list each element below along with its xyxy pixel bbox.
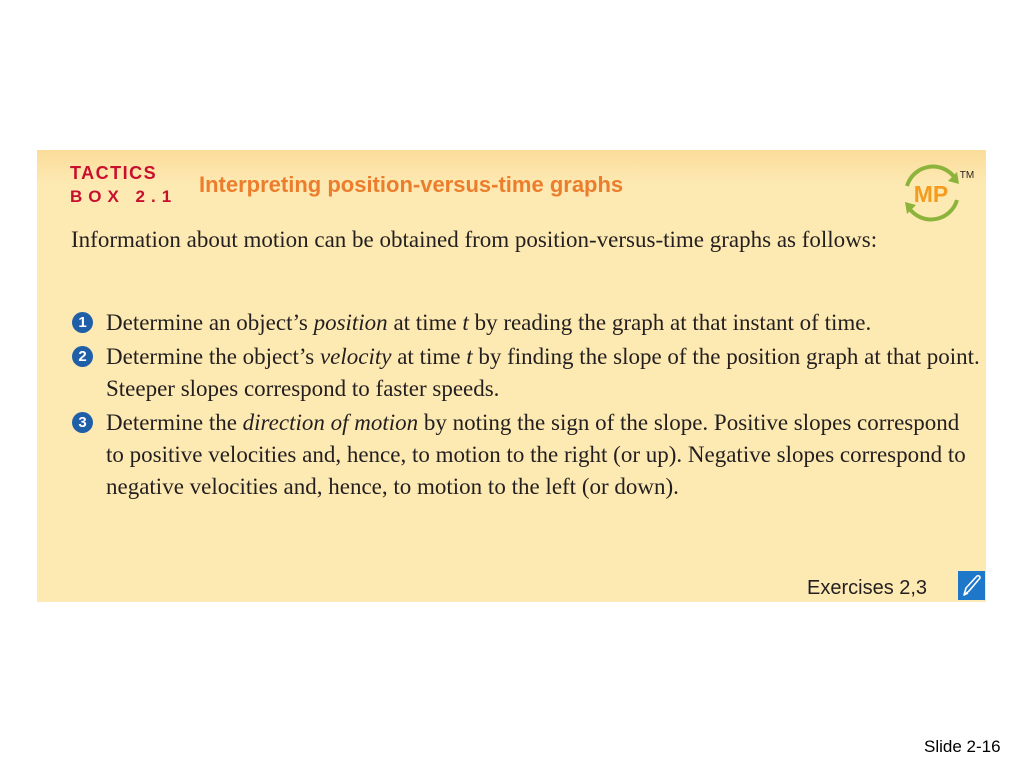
step-number-badge: 3 — [72, 412, 93, 433]
mp-icon-trademark: TM — [959, 170, 975, 181]
step-1 — [71, 307, 981, 339]
step-3 — [71, 407, 981, 503]
step-text: by reading the graph at that instant of time. — [468, 310, 872, 335]
exercises-link[interactable]: Exercises 2,3 — [807, 577, 928, 599]
tactics-box — [37, 150, 986, 602]
tactics-box-title: Interpreting position-versus-time graphs — [199, 172, 624, 197]
step-number-badge: 1 — [72, 312, 93, 333]
step-text: at time — [387, 310, 463, 335]
step-emphasis: velocity — [319, 344, 392, 369]
tactics-label-top: TACTICS — [70, 163, 158, 183]
step-2 — [71, 341, 981, 405]
step-text: Determine the — [106, 410, 243, 435]
step-text: at time — [391, 344, 467, 369]
tactics-label-bottom: BOX 2.1 — [70, 187, 178, 206]
step-text: Determine the object’s — [106, 344, 320, 369]
step-text: Determine an object’s — [106, 310, 314, 335]
steps-list — [71, 307, 981, 505]
pencil-icon[interactable] — [958, 571, 985, 600]
step-text: by noting the sign of the slope. Positive slopes correspond to positive velocities and, hence, to motion to the right (or up). Negative slopes correspond to negative velocities and, hence, to motion to the left (or down). — [106, 410, 966, 499]
intro-text: Information about motion can be obtained from position-versus-time graphs as follows: — [71, 227, 878, 252]
step-emphasis: direction of motion — [242, 410, 419, 435]
step-number-badge: 2 — [72, 346, 93, 367]
step-emphasis: position — [313, 310, 388, 335]
slide-number: Slide 2-16 — [924, 737, 1001, 756]
step-emphasis: t — [466, 344, 473, 369]
tactics-box-label — [70, 164, 177, 205]
step-emphasis: t — [462, 310, 469, 335]
mp-icon-text: MP — [913, 181, 949, 207]
mastering-physics-icon — [897, 162, 977, 224]
step-text: by finding the slope of the position graph at that point. Steeper slopes correspond to faster speeds. — [106, 344, 980, 401]
